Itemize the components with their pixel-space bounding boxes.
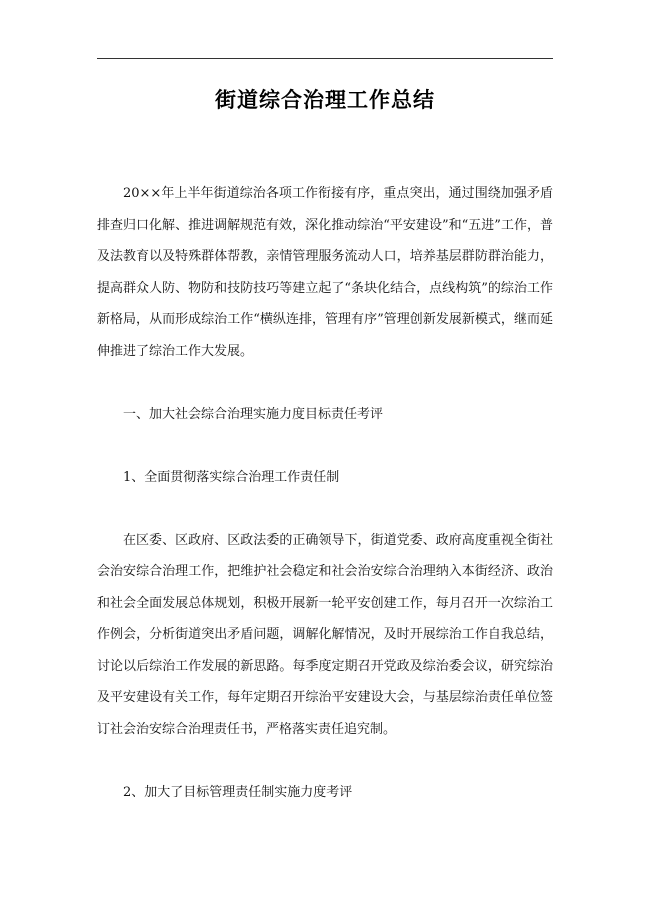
paragraph-responsibility: 在区委、区政府、区政法委的正确领导下，街道党委、政府高度重视全街社会治安综合治理工作，把维护社会稳定和社会治安综合治理纳入本街经济、政治和社会全面发展总体规划，积极开展新一轮平安创建工作，每月召开一次综治工作例会，分析街道突出矛盾问题，调解化解情况，及时开展综治工作自我总结，讨论以后综治工作发展的新思路。每季度定期召开党政及综治委会议，研究综治及平安建设有关工作，每年定期召开综治平安建设大会，与基层综治责任单位签订社会治安综合治理责任书，严格落实责任追究制。 <box>97 532 553 737</box>
document-body <box>97 178 553 840</box>
subsection-heading-2: 2、加大了目标管理责任制实施力度考评 <box>123 784 353 800</box>
section-heading-1: 一、加大社会综合治理实施力度目标责任考评 <box>123 406 384 422</box>
document-title: 街道综合治理工作总结 <box>215 88 435 112</box>
header-rule <box>97 58 553 59</box>
paragraph-intro: 20××年上半年街道综治各项工作衔接有序，重点突出，通过围绕加强矛盾排查归口化解、推进调解规范有效，深化推动综治“平安建设”和“五进”工作，普及法教育以及特殊群体帮教，亲情管理服务流动人口，培养基层群防群治能力，提高群众人防、物防和技防技巧等建立起了“条块化结合，点线构筑”的综治工作新格局，从而形成综治工作“横纵连排，管理有序”管理创新发展新模式，继而延伸推进了综治工作大发展。 <box>97 186 553 359</box>
subsection-heading-1: 1、全面贯彻落实综合治理工作责任制 <box>123 469 340 485</box>
